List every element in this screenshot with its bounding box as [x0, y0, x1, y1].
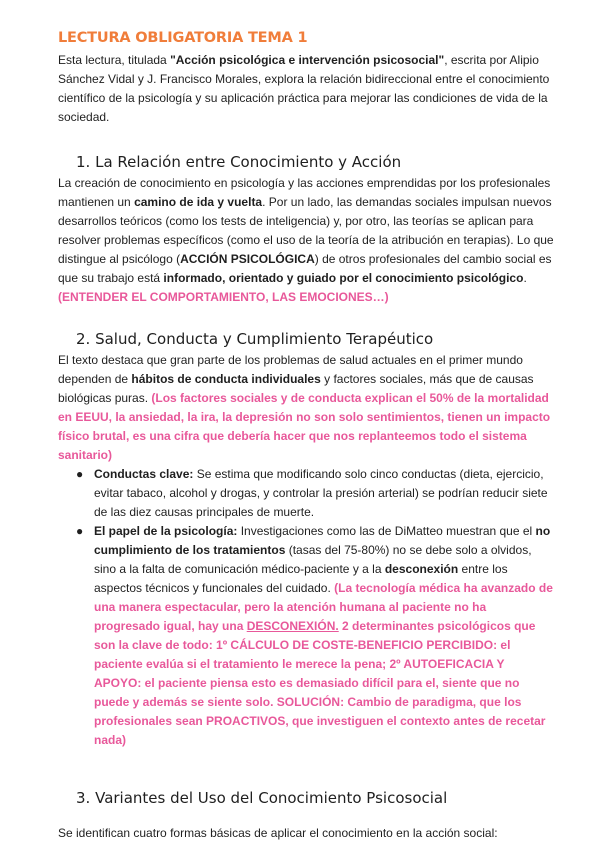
document-title: LECTURA OBLIGATORIA TEMA 1	[58, 30, 308, 46]
section-1-heading: 1. La Relación entre Conocimiento y Acción	[76, 153, 402, 171]
reading-title: "Acción psicológica e intervención psicosocial"	[170, 53, 445, 67]
intro-paragraph: Esta lectura, titulada "Acción psicológica e intervención psicosocial", escrita por Alipio Sánchez Vidal y J. Francisco Morales, explora la relación bidireccional entre el conocimiento científico de la psicología y su aplicación práctica para mejorar las condiciones de vida de la sociedad.	[58, 53, 550, 124]
bullet-icon: ●	[76, 467, 84, 481]
section-2-heading: 2. Salud, Conducta y Cumplimiento Terapéutico	[76, 330, 434, 348]
section-3-heading: 3. Variantes del Uso del Conocimiento Psicosocial	[76, 789, 448, 807]
list-item: ● Conductas clave: Se estima que modificando solo cinco conductas (dieta, ejercicio, evitar tabaco, alcohol y drogas, y controlar la presión arterial) se podrían reducir siete de las diez causas principales de muerte.	[76, 467, 548, 519]
psychology-note: (La tecnología médica ha avanzado de una manera espectacular, pero la atención humana al paciente no ha progresado igual, hay una DESCONEXIÓN. 2 determinantes psicológicos que son la clave de todo: 1º CÁLCULO DE COSTE-BENEFICIO PERCIBIDO: el paciente evalúa si el tratamiento le merece la pena; 2º AUTOEFICACIA Y APOYO: el paciente piensa esto es demasiado difícil para el, siente que no puede y además se siente solo. SOLUCIÓN: Cambio de paradigma, que los profesionales sean PROACTIVOS, que investiguen el contexto antes de recetar nada)	[94, 581, 553, 747]
section-2-bullet-list	[58, 465, 554, 750]
list-item: ● El papel de la psicología: Investigaciones como las de DiMatteo muestran que el no cumplimiento de los tratamientos (tasas del 75-80%) no se debe solo a olvidos, sino a la falta de comunicación médico-paciente y a la desconexión entre los aspectos técnicos y funcionales del cuidado. (La tecnología médica ha avanzado de una manera espectacular, pero la atención humana al paciente no ha progresado igual, hay una DESCONEXIÓN. 2 determinantes psicológicos que son la clave de todo: 1º CÁLCULO DE COSTE-BENEFICIO PERCIBIDO: el paciente evalúa si el tratamiento le merece la pena; 2º AUTOEFICACIA Y APOYO: el paciente piensa esto es demasiado difícil para el, siente que no puede y además se siente solo. SOLUCIÓN: Cambio de paradigma, que los profesionales sean PROACTIVOS, que investiguen el contexto antes de recetar nada)	[76, 524, 553, 747]
section-1-paragraph: La creación de conocimiento en psicología y las acciones emprendidas por los profesionales mantienen un camino de ida y vuelta. Por un lado, las demandas sociales impulsan nuevos desarrollos teóricos (como los tests de inteligencia) y, por otro, las teorías se aplican para resolver problemas específicos (como el uso de la teoría de la atribución en terapias). Lo que distingue al psicólogo (ACCIÓN PSICOLÓGICA) de otros profesionales del cambio social es que su trabajo está informado, orientado y guiado por el conocimiento psicológico. (ENTENDER EL COMPORTAMIENTO, LAS EMOCIONES…)	[58, 176, 554, 304]
section-2-paragraph: El texto destaca que gran parte de los problemas de salud actuales en el primer mundo dependen de hábitos de conducta individuales y factores sociales, más que de causas biológicas puras. (Los factores sociales y de conducta explican el 50% de la mortalidad en EEUU, la ansiedad, la ira, la depresión no son solo sentimientos, tienen un impacto físico brutal, es una cifra que debería hacer que nos replanteemos todo el sistema sanitario)	[58, 353, 551, 462]
document-page	[58, 30, 554, 843]
section-1-note: (ENTENDER EL COMPORTAMIENTO, LAS EMOCIONES…)	[58, 290, 389, 304]
section-2-note: (Los factores sociales y de conducta explican el 50% de la mortalidad en EEUU, la ansiedad, la ira, la depresión no son solo sentimientos, tienen un impacto físico brutal, es una cifra que debería hacer que nos replanteemos todo el sistema sanitario)	[58, 391, 551, 462]
section-3-paragraph: Se identifican cuatro formas básicas de aplicar el conocimiento en la acción social:	[58, 826, 498, 840]
bullet-icon: ●	[76, 524, 84, 538]
